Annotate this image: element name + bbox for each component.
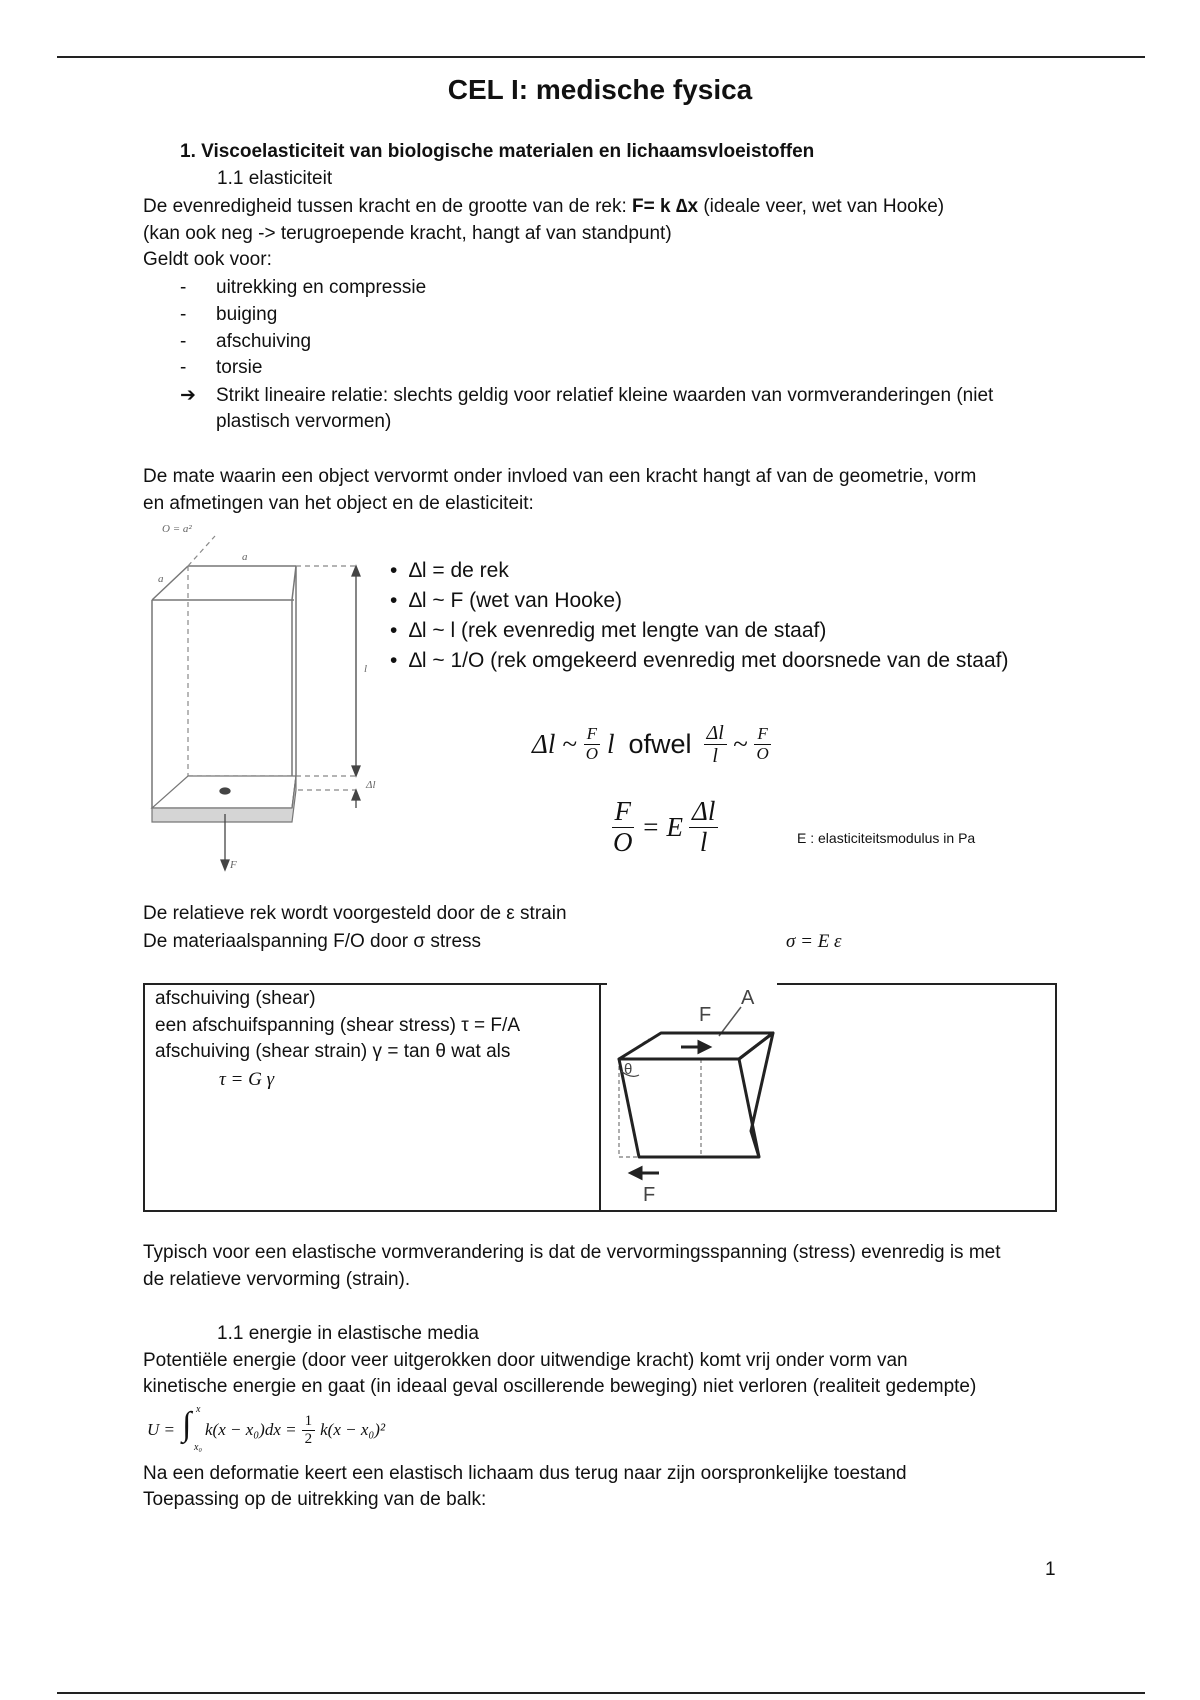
bottom-rule [57,1692,1145,1694]
area-label: A [741,987,755,1009]
geometry-line-2: en afmetingen van het object en de elasticiteit: [143,493,534,514]
delta-l-label: Δl [366,779,376,791]
elastic-line-1: Typisch voor een elastische vormverandering is dat de vervormingsspanning (stress) evenredig is met [143,1242,1001,1263]
sigma-equation: σ = E ε [786,931,842,952]
list-item: - afschuiving [180,331,312,352]
hooke-lead: De evenredigheid tussen kracht en de grootte van de rek: [143,196,633,217]
force-label: F [230,859,237,871]
shear-line-2: een afschuifspanning (shear stress) τ = F/A [155,1015,520,1036]
shear-box [143,983,1057,1212]
shear-line-1: afschuiving (shear) [155,988,316,1009]
shear-line-3: afschuiving (shear strain) γ = tan θ wat als [155,1041,511,1062]
applies-to: Geldt ook voor: [143,249,272,270]
shear-text-cell [145,985,601,1210]
energy-line-1: Potentiële energie (door veer uitgerokken door uitwendige kracht) komt vrij onder vorm van [143,1350,908,1371]
energy-line-4: Toepassing op de uitrekking van de balk: [143,1489,487,1510]
list-item: - buiging [180,304,278,325]
force-label: F [699,1004,712,1026]
page-number: 1 [1045,1559,1056,1580]
energy-line-2: kinetische energie en gaat (in ideaal geval oscillerende beweging) niet verloren (realiteit gedempte) [143,1376,977,1397]
side-label-a: a [158,573,164,585]
area-label: O = a² [162,523,192,535]
force-label: F [643,1184,656,1206]
elastic-line-2: de relatieve vervorming (strain). [143,1269,411,1290]
dash-icon: - [180,277,187,298]
bullet-item: • ∆l = de rek [390,559,509,582]
rek-bullets [390,556,1008,676]
energy-line-3: Na een deformatie keert een elastisch lichaam dus terug naar zijn oorspronkelijke toestand [143,1463,907,1484]
hooke-line [143,195,944,219]
shear-figure [601,971,1057,1212]
list-item: - uitrekking en compressie [180,277,427,298]
arrow-item-continued: plastisch vervormen) [216,411,392,432]
hooke-formula: F= k ∆x [632,196,699,217]
subsection-heading: 1.1 elasticiteit [217,168,333,189]
section-heading: 1. Viscoelasticiteit van biologische materialen en lichaamsvloeistoffen [180,141,815,162]
energy-heading: 1.1 energie in elastische media [217,1323,479,1344]
dash-icon: - [180,331,187,352]
energy-formula: U = ∫ x x₀ k(x − x₀)dx = $\frac{1}{2}$ k(x − x₀)² [147,1404,386,1453]
youngs-modulus-equation: $\frac{F}{O}$ = E $\frac{\Delta l}{l}$ [610,797,718,857]
bullet-item: • ∆l ~ F (wet van Hooke) [390,589,623,612]
elasticity-modulus-note: E : elasticiteitsmodulus in Pa [797,830,976,846]
arrow-right-icon: ➔ [180,385,196,406]
top-rule [57,56,1145,58]
proportionality-equation: Δl ~ $\frac{F}{O}$ l ofwel $\frac{\Delta l}{l}$ ~ $\frac{F}{O}$ [532,722,772,767]
arrow-item: ➔ Strikt lineaire relatie: slechts geldig voor relatief kleine waarden van vormveranderingen (niet [180,385,994,406]
shear-equation: τ = G γ [219,1069,275,1090]
stress-line: De materiaalspanning F/O door σ stress [143,931,482,952]
bullet-item: • ∆l ~ 1/O (rek omgekeerd evenredig met doorsnede van de staaf) [390,649,1009,672]
bar-figure [140,518,400,878]
geometry-line-1: De mate waarin een object vervormt onder invloed van een kracht hangt af van de geometrie, vorm [143,466,977,487]
list-item: - torsie [180,357,263,378]
side-label-a: a [242,551,248,563]
hooke-tail: (ideale veer, wet van Hooke) [698,196,945,217]
dash-icon: - [180,357,187,378]
bullet-item: • ∆l ~ l (rek evenredig met lengte van de staaf) [390,619,827,642]
length-label: l [364,663,368,675]
theta-label: θ [624,1061,633,1078]
strain-line: De relatieve rek wordt voorgesteld door de ε strain [143,903,567,924]
dash-icon: - [180,304,187,325]
hooke-note: (kan ook neg -> terugroepende kracht, hangt af van standpunt) [143,223,672,244]
page-title: CEL I: medische fysica [447,74,753,105]
